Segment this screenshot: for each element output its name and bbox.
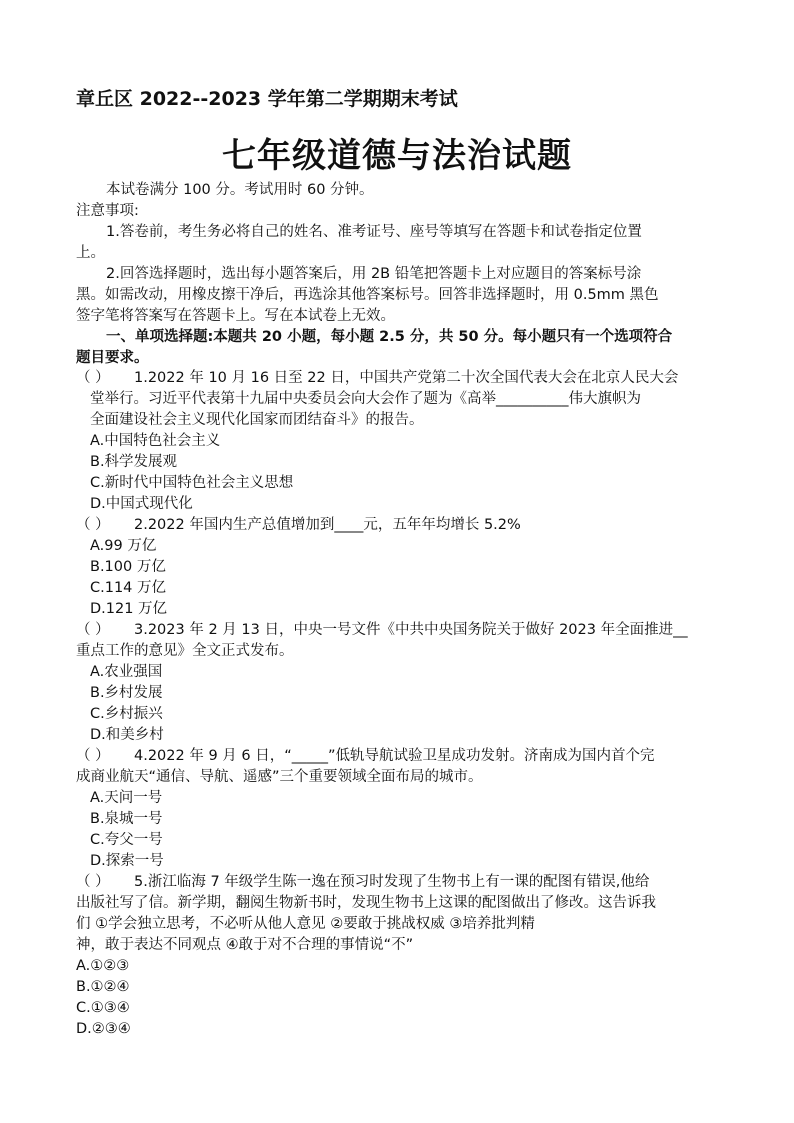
question-line bbox=[76, 515, 736, 536]
section-heading-line-2: 题目要求。 bbox=[76, 350, 149, 366]
note-2-line-2: 黑。如需改动，用橡皮擦干净后，再选涂其他答案标号。回答非选择题时，用 0.5mm 黑色 bbox=[76, 287, 659, 303]
option-c: C.新时代中国特色社会主义思想 bbox=[90, 475, 294, 491]
question-line: 们 ①学会独立思考，不必听从他人意见 ②要敢于挑战权威 ③培养批判精 bbox=[76, 916, 535, 932]
question-line bbox=[76, 746, 736, 767]
question-item bbox=[76, 746, 736, 872]
question-text: 4.2022 年 9 月 6 日，“_____”低轨导航试验卫星成功发射。济南成为国内首个完 bbox=[134, 748, 655, 764]
question-list bbox=[76, 368, 736, 1040]
question-text: 2.2022 年国内生产总值增加到____元，五年年均增长 5.2% bbox=[134, 517, 521, 533]
question-item bbox=[76, 620, 736, 746]
answer-paren: （ ） bbox=[76, 748, 110, 764]
question-line: 成商业航天“通信、导航、遥感”三个重要领域全面布局的城市。 bbox=[76, 769, 483, 785]
instructions bbox=[76, 180, 736, 369]
question-line: 出版社写了信。新学期，翻阅生物新书时，发现生物书上这课的配图做出了修改。这告诉我 bbox=[76, 895, 656, 911]
question-text: 3.2023 年 2 月 13 日，中央一号文件《中共中央国务院关于做好 2023 年全面推进__ bbox=[134, 622, 688, 638]
exam-info: 本试卷满分 100 分。考试用时 60 分钟。 bbox=[106, 182, 374, 198]
option-d: D.②③④ bbox=[76, 1021, 131, 1037]
exam-name: 章丘区 2022--2023 学年第二学期期末考试 bbox=[76, 88, 458, 110]
section-heading-line-1: 一、单项选择题:本题共 20 小题，每小题 2.5 分，共 50 分。每小题只有一个选项符合 bbox=[106, 329, 673, 345]
note-1-line-2: 上。 bbox=[76, 245, 105, 261]
answer-paren: （ ） bbox=[76, 517, 110, 533]
option-d: D.中国式现代化 bbox=[90, 496, 193, 512]
option-a: A.中国特色社会主义 bbox=[90, 433, 221, 449]
option-d: D.探索一号 bbox=[90, 853, 164, 869]
option-a: A.天问一号 bbox=[90, 790, 163, 806]
question-line: 重点工作的意见》全文正式发布。 bbox=[76, 643, 294, 659]
option-b: B.①②④ bbox=[76, 979, 130, 995]
option-b: B.100 万亿 bbox=[90, 559, 166, 575]
question-line bbox=[76, 368, 736, 389]
note-2-line-1: 2.回答选择题时，选出每小题答案后，用 2B 铅笔把答题卡上对应题目的答案标号涂 bbox=[106, 266, 642, 282]
question-text: 5.浙江临海 7 年级学生陈一逸在预习时发现了生物书上有一课的配图有错误,他给 bbox=[134, 874, 650, 890]
question-line: 神，敢于表达不同观点 ④敢于对不合理的事情说“不” bbox=[76, 937, 414, 953]
answer-paren: （ ） bbox=[76, 370, 110, 386]
option-b: B.乡村发展 bbox=[90, 685, 163, 701]
note-1-line-1: 1.答卷前，考生务必将自己的姓名、准考证号、座号等填写在答题卡和试卷指定位置 bbox=[106, 224, 642, 240]
question-item bbox=[76, 368, 736, 515]
question-line bbox=[76, 872, 736, 893]
page-title: 七年级道德与法治试题 bbox=[222, 136, 572, 176]
answer-paren: （ ） bbox=[76, 874, 110, 890]
option-c: C.乡村振兴 bbox=[90, 706, 163, 722]
question-line bbox=[76, 620, 736, 641]
option-d: D.和美乡村 bbox=[90, 727, 164, 743]
question-item bbox=[76, 872, 736, 1040]
option-b: B.泉城一号 bbox=[90, 811, 163, 827]
option-c: C.①③④ bbox=[76, 1000, 130, 1016]
option-c: C.114 万亿 bbox=[90, 580, 167, 596]
option-b: B.科学发展观 bbox=[90, 454, 178, 470]
answer-paren: （ ） bbox=[76, 622, 110, 638]
question-item bbox=[76, 515, 736, 620]
option-a: A.①②③ bbox=[76, 958, 130, 974]
option-a: A.农业强国 bbox=[90, 664, 163, 680]
question-line: 堂举行。习近平代表第十九届中央委员会向大会作了题为《高举__________伟大旗帜为 bbox=[90, 391, 641, 407]
notice-label: 注意事项: bbox=[76, 203, 139, 219]
option-d: D.121 万亿 bbox=[90, 601, 168, 617]
question-text: 1.2022 年 10 月 16 日至 22 日，中国共产党第二十次全国代表大会在北京人民大会 bbox=[134, 370, 679, 386]
question-line: 全面建设社会主义现代化国家而团结奋斗》的报告。 bbox=[90, 412, 424, 428]
note-2-line-3: 签字笔将答案写在答题卡上。写在本试卷上无效。 bbox=[76, 308, 395, 324]
option-c: C.夸父一号 bbox=[90, 832, 163, 848]
option-a: A.99 万亿 bbox=[90, 538, 157, 554]
